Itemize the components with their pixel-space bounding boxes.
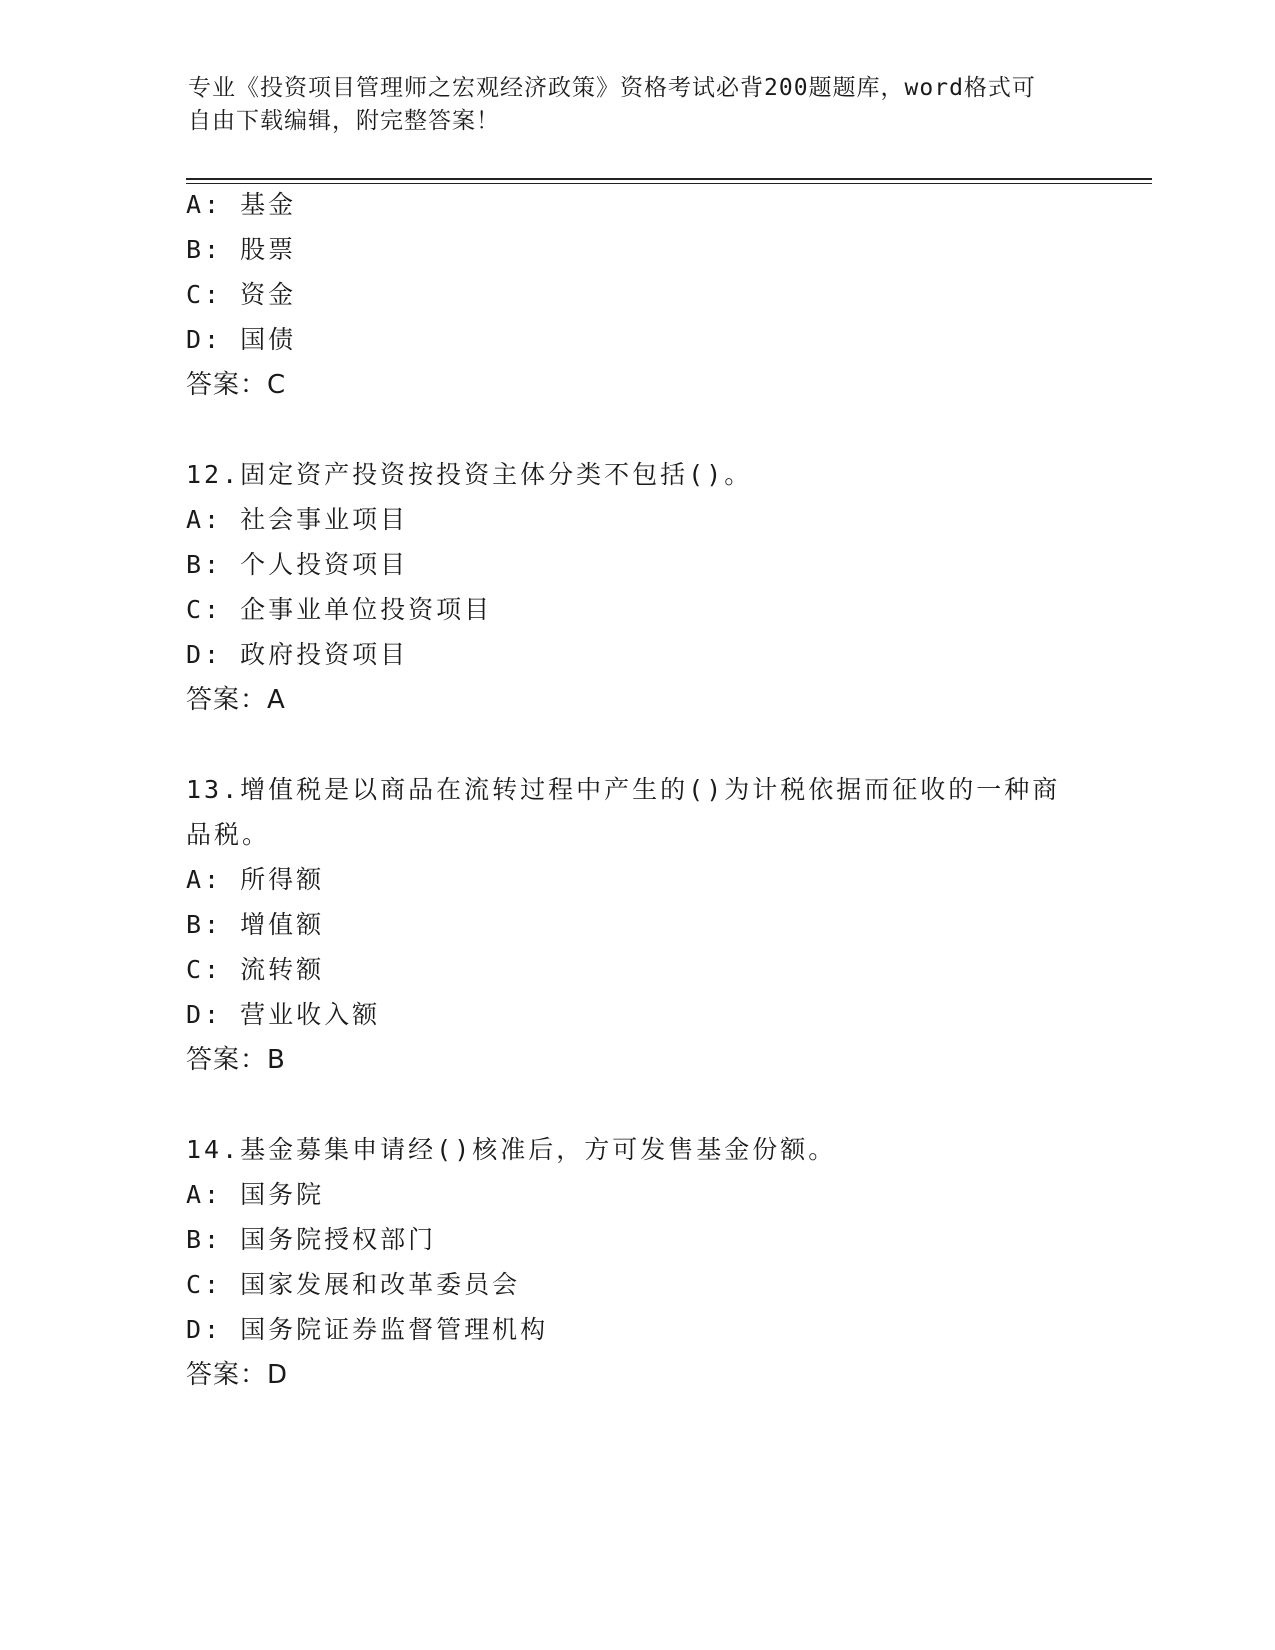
q13-option-d: D: 营业收入额	[186, 1000, 381, 1029]
q11-option-b: B: 股票	[186, 235, 297, 264]
header-line-1: 专业《投资项目管理师之宏观经济政策》资格考试必背200题题库，word格式可	[188, 75, 1036, 101]
q12-option-d: D: 政府投资项目	[186, 640, 409, 669]
q13-stem-line-1: 13.增值税是以商品在流转过程中产生的()为计税依据而征收的一种商	[186, 775, 1061, 804]
q11-option-a: A: 基金	[186, 190, 297, 219]
header-line-2: 自由下载编辑，附完整答案！	[188, 108, 500, 134]
q11-answer: 答案：C	[186, 370, 287, 400]
q14-option-d: D: 国务院证券监督管理机构	[186, 1315, 549, 1344]
header-divider-thick	[186, 178, 1152, 180]
q14-option-b: B: 国务院授权部门	[186, 1225, 437, 1254]
q11-option-c: C: 资金	[186, 280, 297, 309]
q14-answer: 答案：D	[186, 1360, 289, 1390]
q11-option-d: D: 国债	[186, 325, 297, 354]
q12-option-a: A: 社会事业项目	[186, 505, 409, 534]
q14-stem: 14.基金募集申请经()核准后，方可发售基金份额。	[186, 1135, 837, 1164]
q13-option-a: A: 所得额	[186, 865, 325, 894]
header-divider-thin	[186, 183, 1152, 184]
q14-option-a: A: 国务院	[186, 1180, 325, 1209]
q13-stem-line-2: 品税。	[186, 820, 271, 849]
q13-answer: 答案：B	[186, 1045, 286, 1075]
q12-option-b: B: 个人投资项目	[186, 550, 409, 579]
q14-option-c: C: 国家发展和改革委员会	[186, 1270, 521, 1299]
document-header	[188, 72, 1068, 138]
q13-option-b: B: 增值额	[186, 910, 325, 939]
q12-option-c: C: 企事业单位投资项目	[186, 595, 493, 624]
q12-answer: 答案：A	[186, 685, 286, 715]
q12-stem: 12.固定资产投资按投资主体分类不包括()。	[186, 460, 753, 489]
q13-option-c: C: 流转额	[186, 955, 325, 984]
